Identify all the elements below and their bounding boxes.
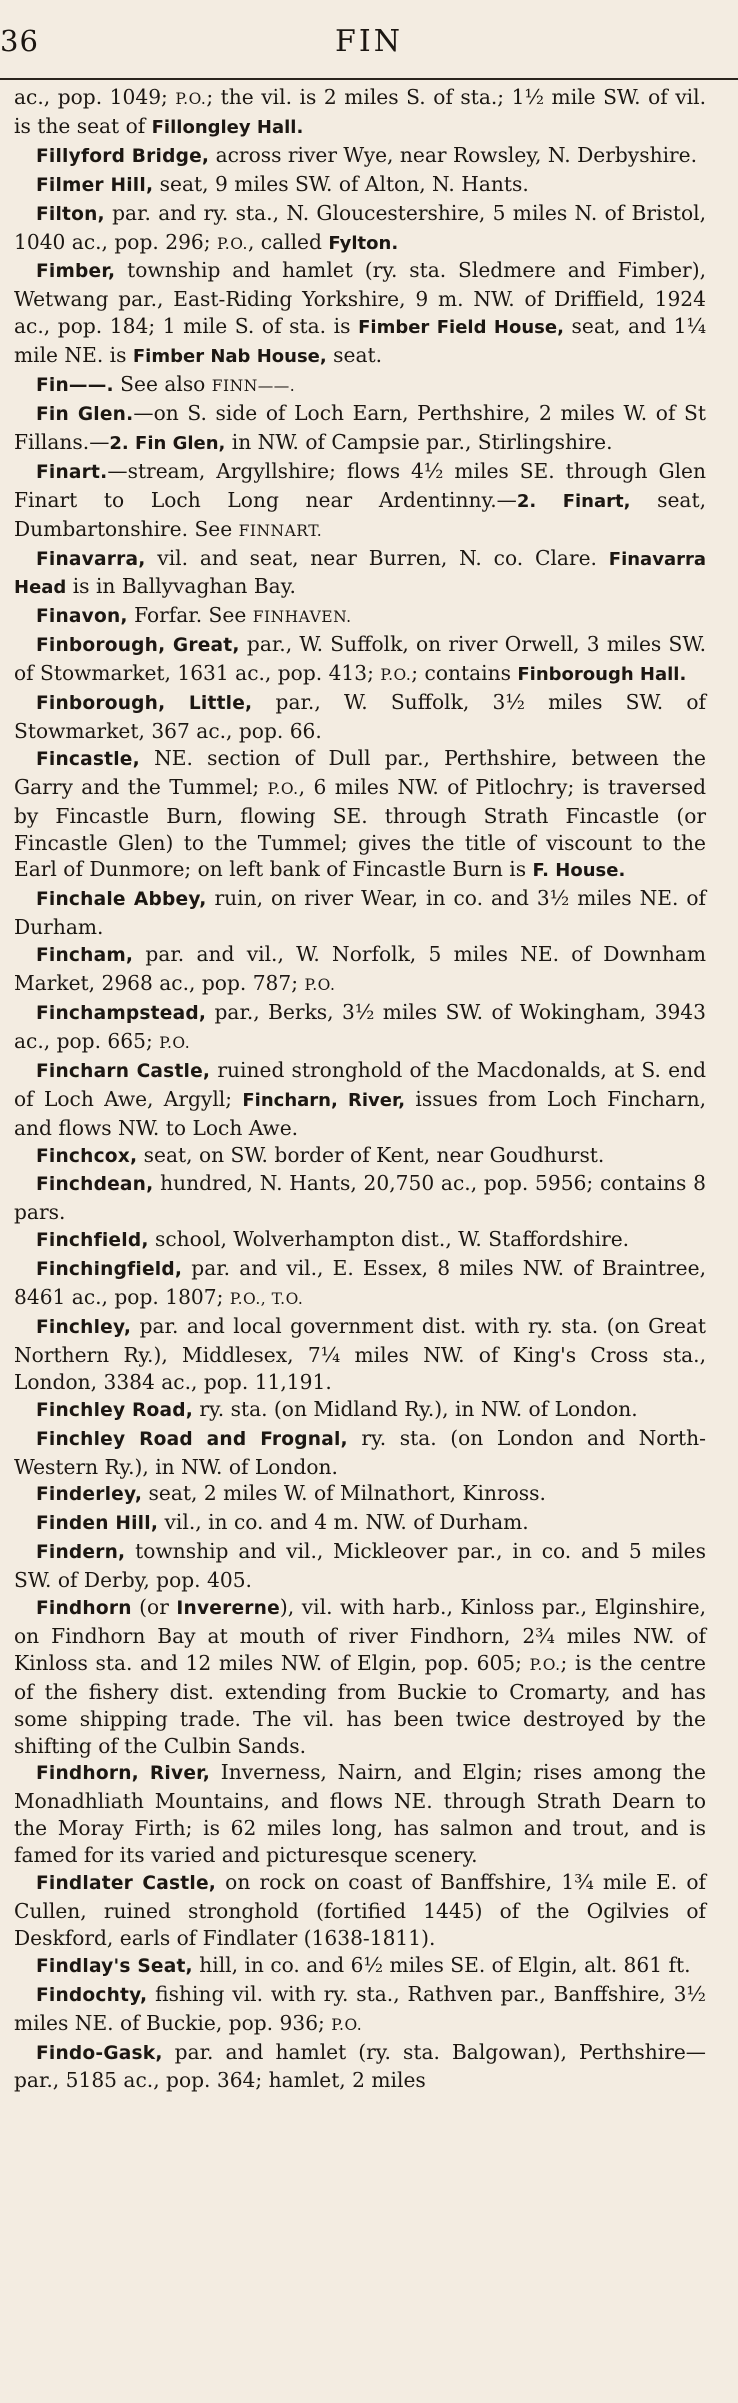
entry-headword: Finchale Abbey, xyxy=(36,889,207,911)
gazetteer-entry xyxy=(14,1142,706,1171)
entry-text: par. and hamlet (ry. sta. Balgowan), Perthshire—par., 5185 ac., pop. 364; hamlet, 2 miles xyxy=(14,2039,706,2093)
entry-text: school, Wolverhampton dist., W. Staffordshire. xyxy=(148,1227,630,1252)
entry-headword: Finavarra, xyxy=(36,548,146,570)
gazetteer-entry xyxy=(14,400,706,458)
entry-headword: Findlay's Seat, xyxy=(36,1955,193,1977)
entry-text: ), vil. with harb., Kinloss par., Elginshire, on Findhorn Bay at mouth of river Findhorn, 2¾ miles NW. of Kinloss sta. and 12 miles NW. of Elgin, pop. 605; xyxy=(14,1595,707,1675)
gazetteer-entry xyxy=(14,1226,706,1255)
entry-text: ruin, on river Wear, in co. and 3½ miles NE. of Durham. xyxy=(14,886,707,940)
entry-reference: Fillongley Hall. xyxy=(151,116,304,138)
entry-headword: Fillyford Bridge, xyxy=(36,145,210,167)
entry-abbreviation: P.O. xyxy=(529,1655,561,1674)
gazetteer-entry xyxy=(14,602,706,631)
entry-text: in NW. of Campsie par., Stirlingshire. xyxy=(225,429,613,454)
entry-headword: Finchdean, xyxy=(36,1174,154,1196)
gazetteer-entry xyxy=(14,171,706,200)
entry-headword: Finchley Road and Frognal, xyxy=(36,1428,348,1450)
page-header xyxy=(0,0,738,80)
gazetteer-entry xyxy=(14,1057,706,1142)
gazetteer-entry xyxy=(14,1952,706,1981)
entry-abbreviation: P.O. xyxy=(331,2015,363,2034)
entry-headword: Fincharn Castle, xyxy=(36,1060,211,1082)
entry-reference: Fylton. xyxy=(328,232,399,254)
gazetteer-entries xyxy=(14,84,706,2094)
gazetteer-entry xyxy=(14,1759,706,1869)
entry-text: NE. section of Dull par., Perthshire, between the Garry and the Tummel; xyxy=(14,745,706,799)
entry-text: ry. sta. (on Midland Ry.), in NW. of London. xyxy=(192,1396,638,1421)
entry-headword: Filmer Hill, xyxy=(36,174,154,196)
entry-text: seat, and 1¼ mile NE. is xyxy=(14,314,707,368)
gazetteer-entry xyxy=(14,545,706,603)
entry-headword: Finchcox, xyxy=(36,1145,138,1167)
gazetteer-entry xyxy=(14,999,706,1057)
entry-text: —stream, Argyllshire; flows 4½ miles SE. through Glen Finart to Loch Long near Ardentinny.— xyxy=(14,458,706,512)
entry-text: ry. sta. (on London and North-Western Ry.), in NW. of London. xyxy=(14,1425,706,1479)
gazetteer-entry xyxy=(14,257,706,371)
entry-headword: Finavon, xyxy=(36,606,128,628)
gazetteer-entry xyxy=(14,1594,706,1759)
page-number: 36 xyxy=(0,24,39,58)
entry-headword: Findhorn xyxy=(36,1598,132,1620)
gazetteer-entry xyxy=(14,200,706,258)
entry-text: hill, in co. and 6½ miles SE. of Elgin, alt. 861 ft. xyxy=(192,1952,691,1977)
entry-text: township and vil., Mickleover par., in co. and 5 miles SW. of Derby, pop. 405. xyxy=(14,1539,706,1593)
entry-text: hundred, N. Hants, 20,750 ac., pop. 5956; contains 8 pars. xyxy=(14,1171,706,1225)
entry-text: par., Berks, 3½ miles SW. of Wokingham, 3943 ac., pop. 665; xyxy=(14,1000,706,1053)
entry-headword: Fin——. xyxy=(36,375,114,397)
entry-text: —on S. side of Loch Earn, Perthshire, 2 miles W. of St Fillans.— xyxy=(14,400,707,454)
entry-text: See also xyxy=(113,372,212,397)
entry-headword: Filton, xyxy=(36,203,105,225)
gazetteer-entry xyxy=(14,1425,706,1481)
entry-abbreviation: P.O., T.O. xyxy=(229,1290,304,1309)
entry-text: ac., pop. 1049; xyxy=(14,85,176,109)
entry-text: Forfar. See xyxy=(127,603,253,628)
gazetteer-entry xyxy=(14,142,706,171)
running-head: FIN xyxy=(335,24,403,59)
gazetteer-entry xyxy=(14,885,706,941)
entry-text: par., W. Suffolk, 3½ miles SW. of Stowmarket, 367 ac., pop. 66. xyxy=(14,690,706,743)
entry-text: seat, on SW. border of Kent, near Goudhurst. xyxy=(137,1142,605,1167)
entry-headword: Findlater Castle, xyxy=(36,1873,217,1895)
entry-headword: Findern, xyxy=(36,1542,126,1564)
entry-headword: Finchley, xyxy=(36,1316,132,1338)
entry-text: vil. and seat, near Burren, N. co. Clare. xyxy=(145,545,609,570)
entry-text: across river Wye, near Rowsley, N. Derbyshire. xyxy=(209,142,698,167)
entry-text: vil., in co. and 4 m. NW. of Durham. xyxy=(158,1510,529,1535)
entry-text: ; the vil. is 2 miles S. of sta.; 1½ mile SW. of vil. is the seat of xyxy=(14,85,706,138)
entry-text: ruined stronghold of the Macdonalds, at S. end of Loch Awe, Argyll; xyxy=(14,1057,706,1111)
gazetteer-entry xyxy=(14,1313,706,1396)
entry-headword: Finden Hill, xyxy=(36,1513,159,1535)
entry-reference: Finavarra Head xyxy=(14,548,706,599)
entry-headword: Finborough, Little, xyxy=(36,693,253,715)
entry-text: seat, Dumbartonshire. See xyxy=(14,487,706,541)
entry-reference: Fimber Field House, xyxy=(358,317,564,339)
entry-abbreviation: P.O. xyxy=(380,666,412,685)
entry-headword: Finart. xyxy=(36,461,108,483)
entry-text: par. and vil., W. Norfolk, 5 miles NE. of Downham Market, 2968 ac., pop. 787; xyxy=(14,942,706,996)
entry-text: seat, 2 miles W. of Milnathort, Kinross. xyxy=(142,1481,546,1506)
gazetteer-entry xyxy=(14,1396,706,1425)
entry-text: par. and vil., E. Essex, 8 miles NW. of Braintree, 8461 ac., pop. 1807; xyxy=(14,1256,706,1310)
entry-abbreviation: P.O. xyxy=(267,779,299,798)
entry-headword: Fimber, xyxy=(36,261,116,283)
gazetteer-entry xyxy=(14,84,706,142)
gazetteer-entry xyxy=(14,1480,706,1509)
entry-reference: F. House. xyxy=(532,860,626,882)
entry-headword: Finchfield, xyxy=(36,1230,149,1252)
entry-text: issues from Loch Fincharn, and flows NW. to Loch Awe. xyxy=(14,1086,706,1140)
entry-text: fishing vil. with ry. sta., Rathven par., Banffshire, 3½ miles NE. of Buckie, pop. 936; xyxy=(14,1981,706,2035)
entry-headword: Finchingfield, xyxy=(36,1259,183,1281)
entry-text: township and hamlet (ry. sta. Sledmere and Fimber), Wetwang par., East-Riding Yorkshire, 9 m. NW. of Driffield, 1924 ac., pop. 184; 1 mile S. of sta. is xyxy=(14,258,706,339)
entry-text: ; contains xyxy=(411,661,518,686)
entry-headword: Fincham, xyxy=(36,945,134,967)
entry-abbreviation: P.O. xyxy=(159,1033,191,1052)
entry-headword: Findochty, xyxy=(36,1984,148,2006)
entry-text: is in Ballyvaghan Bay. xyxy=(66,574,296,599)
entry-text: seat, 9 miles SW. of Alton, N. Hants. xyxy=(153,171,529,196)
entry-abbreviation: P.O. xyxy=(216,234,248,253)
gazetteer-entry xyxy=(14,1981,706,2039)
entry-headword: Finchley Road, xyxy=(36,1399,193,1421)
entry-text: par. and local government dist. with ry. sta. (on Great Northern Ry.), Middlesex, 7¼ miles NW. of King's Cross sta., London, 3384 ac., pop. 11,191. xyxy=(14,1313,706,1394)
entry-headword: Findo-Gask, xyxy=(36,2042,163,2064)
gazetteer-entry xyxy=(14,1170,706,1226)
entry-text: on rock on coast of Banffshire, 1¾ mile E. of Cullen, ruined stronghold (fortified 1445) of the Ogilvies of Deskford, earls of Findlater (1638-1811). xyxy=(14,1870,706,1950)
gazetteer-entry xyxy=(14,1255,706,1313)
gazetteer-entry xyxy=(14,2039,706,2095)
entry-text: seat. xyxy=(326,343,383,368)
gazetteer-entry xyxy=(14,689,706,745)
entry-headword: Finderley, xyxy=(36,1484,143,1506)
entry-reference: Finborough Hall. xyxy=(517,664,687,686)
gazetteer-entry xyxy=(14,1869,706,1952)
gazetteer-entry xyxy=(14,1538,706,1594)
entry-headword: Finchampstead, xyxy=(36,1003,207,1024)
entry-headword: Findhorn, River, xyxy=(36,1763,211,1785)
entry-headword: Fincastle, xyxy=(36,748,140,770)
entry-reference: Fimber Nab House, xyxy=(132,346,327,368)
entry-text: (or xyxy=(131,1595,177,1620)
gazetteer-entry xyxy=(14,745,706,886)
entry-text: par., W. Suffolk, on river Orwell, 3 miles SW. of Stowmarket, 1631 ac., pop. 413; xyxy=(14,632,706,686)
entry-headword: Fin Glen. xyxy=(36,403,134,425)
gazetteer-entry xyxy=(14,631,706,689)
entry-reference: Fincharn, River, xyxy=(242,1089,406,1111)
entry-abbreviation: FINHAVEN. xyxy=(252,608,352,627)
entry-abbreviation: P.O. xyxy=(175,90,207,108)
entry-headword: Invererne xyxy=(176,1598,280,1620)
gazetteer-entry xyxy=(14,1509,706,1538)
gazetteer-entry xyxy=(14,941,706,999)
gazetteer-entry xyxy=(14,371,706,400)
entry-abbreviation: FINN——. xyxy=(211,377,296,396)
entry-text: ; is the centre of the fishery dist. extending from Buckie to Cromarty, and has some shipping trade. The vil. has been twice destroyed by the shifting of the Culbin Sands. xyxy=(14,1650,707,1758)
entry-reference: 2. Fin Glen, xyxy=(109,432,226,454)
gazetteer-entry xyxy=(14,458,706,545)
entry-text: par. and ry. sta., N. Gloucestershire, 5 miles N. of Bristol, 1040 ac., pop. 296; xyxy=(14,200,706,254)
entry-abbreviation: FINNART. xyxy=(238,521,323,540)
entry-text: Inverness, Nairn, and Elgin; rises among the Monadhliath Mountains, and flows NE. through Strath Dearn to the Moray Firth; is 62 miles long, has salmon and trout, and is famed for its varied and picturesque scenery. xyxy=(14,1760,706,1868)
entry-headword: Finborough, Great, xyxy=(36,635,240,657)
entry-reference: 2. Finart, xyxy=(516,490,631,512)
entry-text: , called xyxy=(247,229,329,254)
entry-text: , 6 miles NW. of Pitlochry; is traversed by Fincastle Burn, flowing SE. through Strath Fincastle (or Fincastle Glen) to the Tummel; gives the title of viscount to the Earl of Dunmore; on left bank of Fincastle Burn is xyxy=(14,774,706,882)
entry-abbreviation: P.O. xyxy=(304,976,336,995)
